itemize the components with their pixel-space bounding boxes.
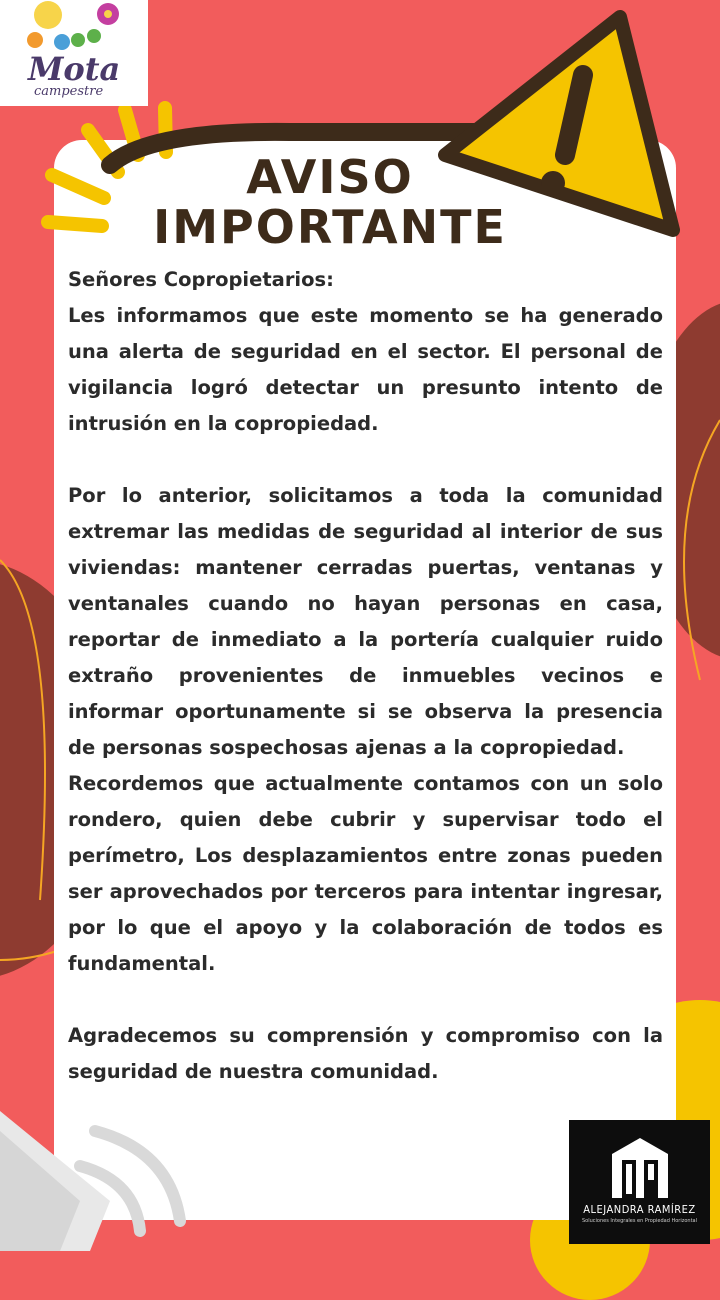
greeting: Señores Copropietarios: [68,268,334,291]
logo-tagline: campestre [34,84,104,99]
paragraph-patrol: Recordemos que actualmente contamos con un solo rondero, quien debe cubrir y supervisar todo el perímetro, Los desplazamientos entre zonas pueden ser aprovechados por terceros para intentar ingresar, por lo que el apoyo y la colaboración de todos es fundamental. [68,772,663,975]
alejandra-ramirez-logo [569,1120,710,1244]
brand-name: ALEJANDRA RAMÍREZ [583,1203,696,1216]
paragraph-alert: Les informamos que este momento se ha generado una alerta de seguridad en el sector. El personal de vigilancia logró detectar un presunto intento de intrusión en la copropiedad. [68,304,663,435]
brand-tagline: Soluciones Integrales en Propiedad Horizontal [582,1218,697,1224]
logo-wordmark: Mota [28,50,121,88]
notice-body [68,262,663,1090]
mota-campestre-logo [0,0,148,106]
megaphone-icon [0,1091,220,1251]
paragraph-thanks: Agradecemos su comprensión y compromiso con la seguridad de nuestra comunidad. [68,1024,663,1083]
heading-line-2: IMPORTANTE [153,200,507,254]
paragraph-measures: Por lo anterior, solicitamos a toda la comunidad extremar las medidas de seguridad al interior de sus viviendas: mantener cerradas puertas, ventanas y ventanales cuando no hayan personas en casa, reportar de inmediato a la portería cualquier ruido extraño provenientes de inmuebles vecinos e informar oportunamente si se observa la presencia de personas sospechosas ajenas a la copropiedad. [68,484,663,759]
exclamation-triangle-icon [425,5,685,245]
heading-line-1: AVISO [246,150,414,204]
building-icon [610,1136,670,1200]
